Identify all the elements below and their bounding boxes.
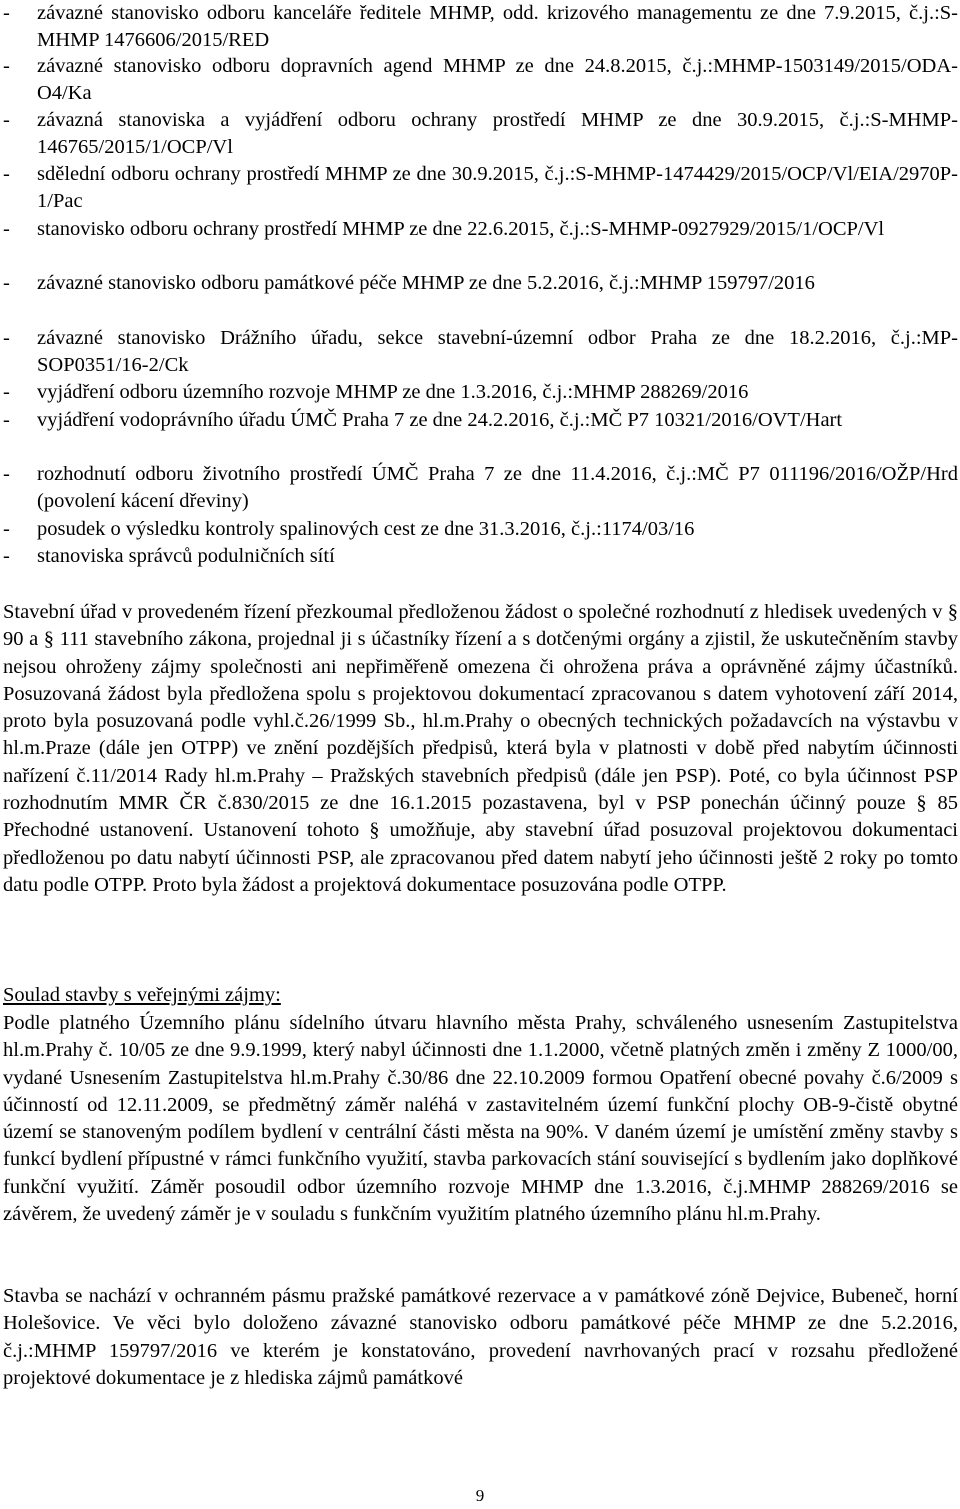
page-number: 9 <box>475 1486 485 1505</box>
list-dash: - <box>3 518 10 540</box>
list-dash: - <box>3 218 10 240</box>
list-item-text: vyjádření odboru územního rozvoje MHMP ze dne 1.3.2016, č.j.:MHMP 288269/2016 <box>37 381 749 403</box>
list-item-text: stanoviska správců podulničních sítí <box>37 545 335 567</box>
paragraph-heritage: Stavba se nachází v ochranném pásmu pražské památkové rezervace a v památkové zóně Dejvice, Bubeneč, horní Holešovice. Ve věci bylo doloženo závazné stanovisko odboru památkové péče MHMP ze dne 5.2.2016, č.j.:MHMP 159797/2016 ve kterém je konstatováno, provedení navrhovaných prací v rozsahu předložené projektové dokumentace je z hlediska zájmů památkové <box>3 1285 958 1389</box>
list-dash: - <box>3 381 10 403</box>
list-dash: - <box>3 272 10 294</box>
list-item-text: rozhodnutí odboru životního prostředí ÚMČ Praha 7 ze dne 11.4.2016, č.j.:MČ P7 011196/2016/OŽP/Hrd (povolení kácení dřeviny) <box>37 463 958 513</box>
list-item-text: sdělední odboru ochrany prostředí MHMP ze dne 30.9.2015, č.j.:S-MHMP-1474429/2015/OCP/Vl/EIA/2970P-1/Pac <box>37 163 958 213</box>
list-dash: - <box>3 55 10 77</box>
list-item-text: závazné stanovisko odboru kanceláře ředitele MHMP, odd. krizového managementu ze dne 7.9.2015, č.j.:S-MHMP 1476606/2015/RED <box>37 2 958 52</box>
paragraph-zoning-plan: Podle platného Územního plánu sídelního útvaru hlavního města Prahy, schváleného usnesením Zastupitelstva hl.m.Prahy č. 10/05 ze dne 9.9.1999, který nabyl účinnosti dne 1.1.2000, včetně platných změn i změny Z 1000/00, vydané Usnesením Zastupitelstva hl.m.Prahy č.30/86 dne 22.10.2009 formou Opatření obecné povahy č.6/2009 s účinností od 12.11.2009, se předmětný záměr naléhá v zastavitelném území funkční plochy OB-9-čistě obytné území se stanoveným podílem bydlení v centrální části města na 90%. V daném území je umístění změny stavby s funkcí bydlení přípustné v rámci funkčního využití, stavba parkovacích stání související s bydlením jako doplňkové funkční využití. Záměr posoudil odbor územního rozvoje MHMP dne 1.3.2016, č.j.MHMP 288269/2016 se závěrem, že uvedený záměr je v souladu s funkčním využitím platného územního plánu hl.m.Prahy. <box>3 1012 958 1226</box>
list-dash: - <box>3 163 10 185</box>
list-dash: - <box>3 545 10 567</box>
list-dash: - <box>3 327 10 349</box>
list-item-text: závazné stanovisko Drážního úřadu, sekce stavební-územní odbor Praha ze dne 18.2.2016, č.j.:MP-SOP0351/16-2/Ck <box>37 327 958 377</box>
list-dash: - <box>3 109 10 131</box>
paragraph-review: Stavební úřad v provedeném řízení přezkoumal předloženou žádost o společné rozhodnutí z hledisek uvedených v § 90 a § 111 stavebního zákona, projednal ji s účastníky řízení a s dotčenými orgány a zjistil, že uskutečněním stavby nejsou ohroženy zájmy společnosti ani nepřiměřeně omezena či ohrožena práva a oprávněné zájmy účastníků. Posuzovaná žádost byla předložena spolu s projektovou dokumentací zpracovanou s datem vyhotovení září 2014, proto byla posuzovaná podle vyhl.č.26/1999 Sb., hl.m.Prahy o obecných technických požadavcích na výstavbu v hl.m.Praze (dále jen OTPP) ve znění pozdějších předpisů, která byla v platnosti v době před nabytím účinnosti nařízení č.11/2014 Rady hl.m.Prahy – Pražských stavebních předpisů (dále jen PSP). Poté, co byla účinnost PSP rozhodnutím MMR ČR č.830/2015 ze dne 16.1.2015 pozastavena, byl v PSP ponechán účinný pouze § 85 Přechodné ustanovení. Ustanovení tohoto § umožňuje, aby stavební úřad posuzoval projektovou dokumentaci předloženou po datu nabytí účinnosti PSP, ale zpracovanou před datem nabytí jeho účinnosti ještě 2 roky po tomto datu podle OTPP. Proto byla žádost a projektová dokumentace posuzována podle OTPP. <box>3 601 958 896</box>
list-item-text: závazná stanoviska a vyjádření odboru ochrany prostředí MHMP ze dne 30.9.2015, č.j.:S-MHMP-146765/2015/1/OCP/Vl <box>37 109 958 159</box>
section-heading-public-interest: Soulad stavby s veřejnými zájmy: <box>3 984 281 1006</box>
list-item-text: závazné stanovisko odboru dopravních agend MHMP ze dne 24.8.2015, č.j.:MHMP-1503149/2015/ODA-O4/Ka <box>37 55 958 105</box>
list-item-text: vyjádření vodoprávního úřadu ÚMČ Praha 7 ze dne 24.2.2016, č.j.:MČ P7 10321/2016/OVT/Hart <box>37 409 843 431</box>
list-dash: - <box>3 2 10 24</box>
list-item-text: závazné stanovisko odboru památkové péče MHMP ze dne 5.2.2016, č.j.:MHMP 159797/2016 <box>37 272 815 294</box>
list-item-text: stanovisko odboru ochrany prostředí MHMP ze dne 22.6.2015, č.j.:S-MHMP-0927929/2015/1/OCP/Vl <box>37 218 885 240</box>
list-dash: - <box>3 463 10 485</box>
list-item-text: posudek o výsledku kontroly spalinových cest ze dne 31.3.2016, č.j.:1174/03/16 <box>37 518 695 540</box>
list-dash: - <box>3 409 10 431</box>
